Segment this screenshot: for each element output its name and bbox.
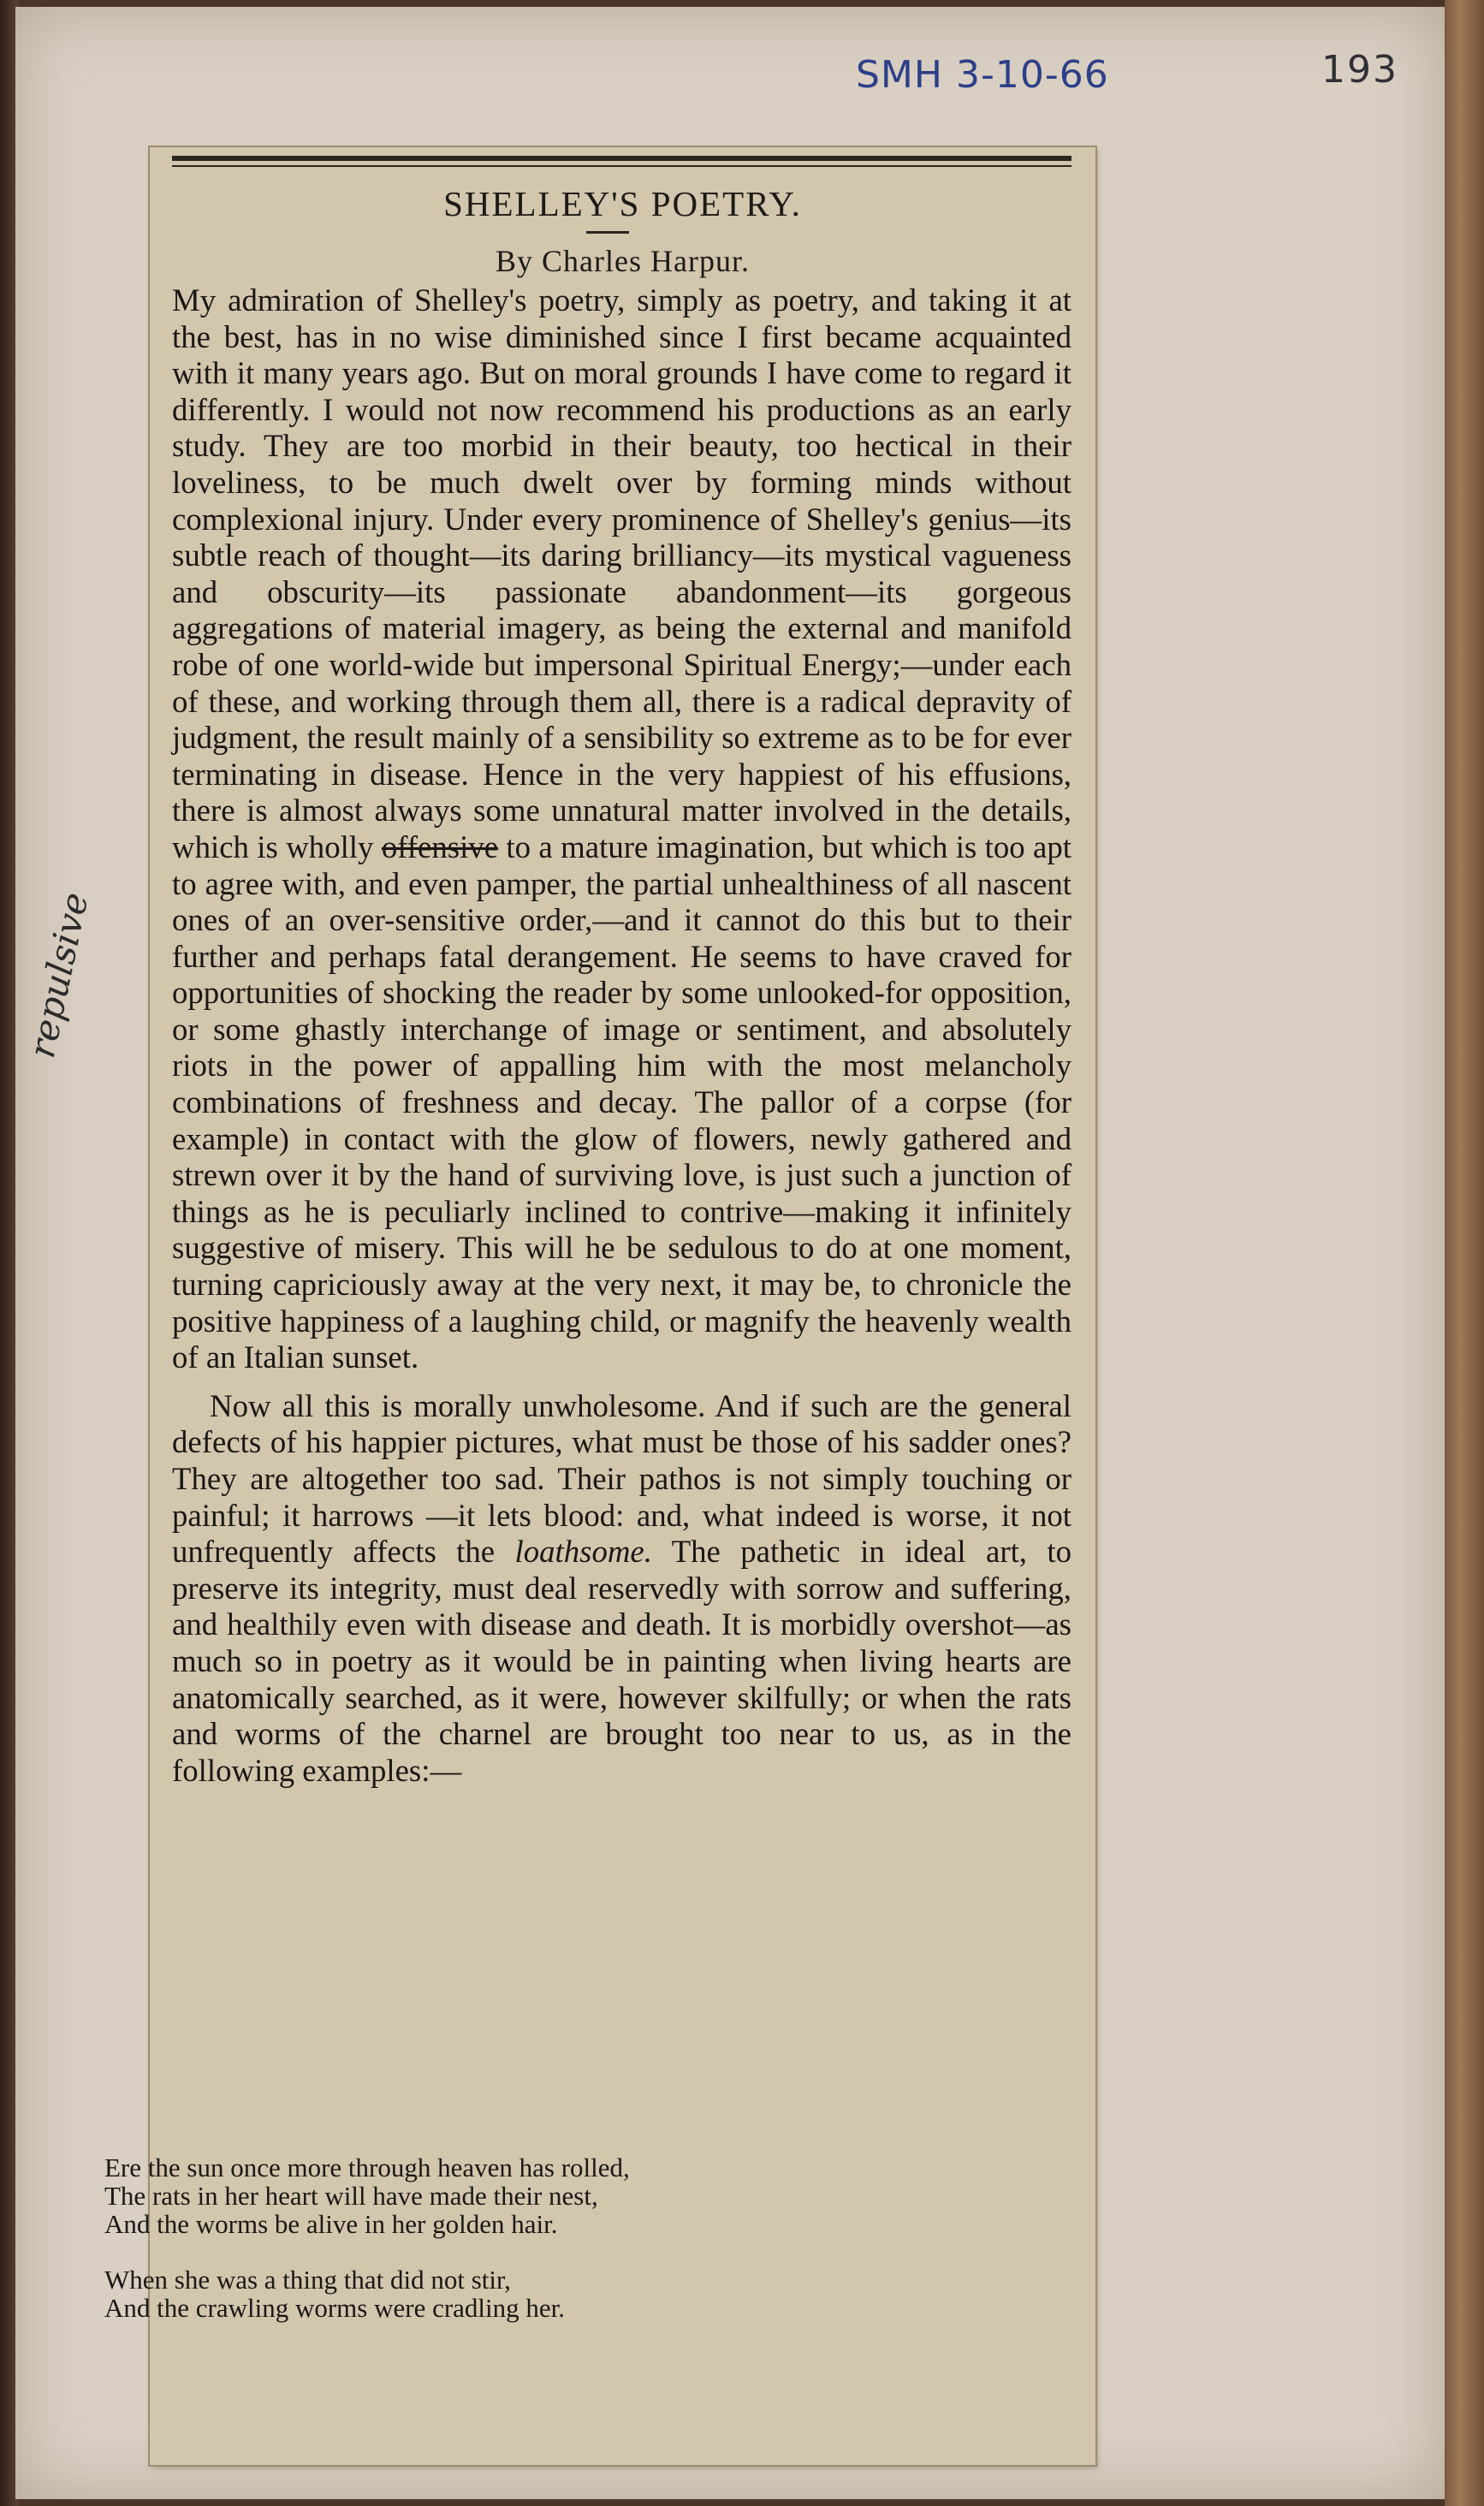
paragraph-1: [172, 282, 1071, 1376]
paragraph-2: [172, 1388, 1071, 1790]
paragraph-2-text-a: Now all this is morally unwholesome. And if such are the general defects of his happier pictures, what must be those of his sadder ones? They are altogether too sad. Their pathos is not simply touching or painful; it harrows —it lets blood: and, what indeed is worse, it not unfrequently affects the: [172, 1387, 1071, 1570]
poem-line: Ere the sun once more through heaven has rolled,: [104, 2153, 630, 2182]
article-byline: By Charles Harpur.: [496, 244, 750, 278]
article-body: [172, 282, 1071, 1789]
paragraph-2-italic-word: loathsome.: [514, 1534, 652, 1570]
title-divider: [586, 231, 629, 234]
poem-line: When she was a thing that did not stir,: [104, 2265, 511, 2295]
paragraph-1-text: My admiration of Shelley's poetry, simply as poetry, and taking it at the best, has in no wise diminished since I first became acquainted with it many years ago. But on moral grounds I have come to regard it differently. I would not now recommend his productions as an early study. They are too morbid in their beauty, too hectical in their loveliness, to be much dwelt over by forming minds without complexional injury. Under every prominence of Shelley's genius—its subtle reach of thought—its daring brilliancy—its mystical vagueness and obscurity—its passionate abandonment—its gorgeous aggregations of material imagery, as being the external and manifold robe of one world-wide but impersonal Spiritual Energy;—under each of these, and working through them all, there is a radical depravity of judgment, the result mainly of a sensibility so extreme as to be for ever terminating in disease. Hence in the very happiest of his effusions, there is almost always some unnatural matter involved in the details, which is wholly: [172, 282, 1071, 864]
article-title: SHELLEY'S POETRY.: [443, 184, 802, 223]
page-number: 193: [1321, 48, 1398, 92]
paragraph-1-continuation: to a mature imagination, but which is too apt to agree with, and even pamper, the partial unhealthiness of all nascent ones of an over-sensitive order,—and it cannot do this but to their further and perhaps fatal derangement. He seems to have craved for opportunities of shocking the reader by some unlooked-for opposition, or some ghastly interchange of image or sentiment, and absolutely riots in the power of appalling him with the most melancholy combinations of freshness and decay. The pallor of a corpse (for example) in contact with the glow of flowers, newly gathered and strewn over it by the hand of surviving love, is just such a junction of things as he is peculiarly inclined to contrive—making it infinitely suggestive of misery. This will he be sedulous to do at one moment, turning capriciously away at the very next, it may be, to chronicle the positive happiness of a laughing child, or magnify the heavenly wealth of an Italian sunset.: [172, 828, 1071, 1375]
poem-line: The rats in her heart will have made their nest,: [104, 2181, 598, 2211]
poem-line: And the crawling worms were cradling her.: [104, 2293, 566, 2323]
struck-out-word: offensive: [381, 828, 499, 864]
poem-line: And the worms be alive in her golden hair.: [104, 2209, 558, 2239]
newspaper-clipping: [150, 147, 1095, 2465]
header-rule: [172, 156, 1071, 167]
handwritten-source-note: SMH 3-10-66: [856, 53, 1109, 97]
handwritten-margin-note: repulsive: [21, 888, 97, 1062]
page-edge: [1445, 0, 1484, 2506]
paragraph-2-text-b: The pathetic in ideal art, to preserve its integrity, must deal reservedly with sorrow and suffering, and healthily even with disease and death. It is morbidly overshot—as much so in poetry as it would be in painting when living hearts are anatomically searched, as it were, however skilfully; or when the rats and worms of the charnel are brought too near to us, as in the following examples:—: [172, 1534, 1071, 1788]
poem-quotation: [104, 2153, 630, 2349]
poem-stanza-2: [104, 2265, 630, 2322]
poem-stanza-1: [104, 2153, 630, 2238]
